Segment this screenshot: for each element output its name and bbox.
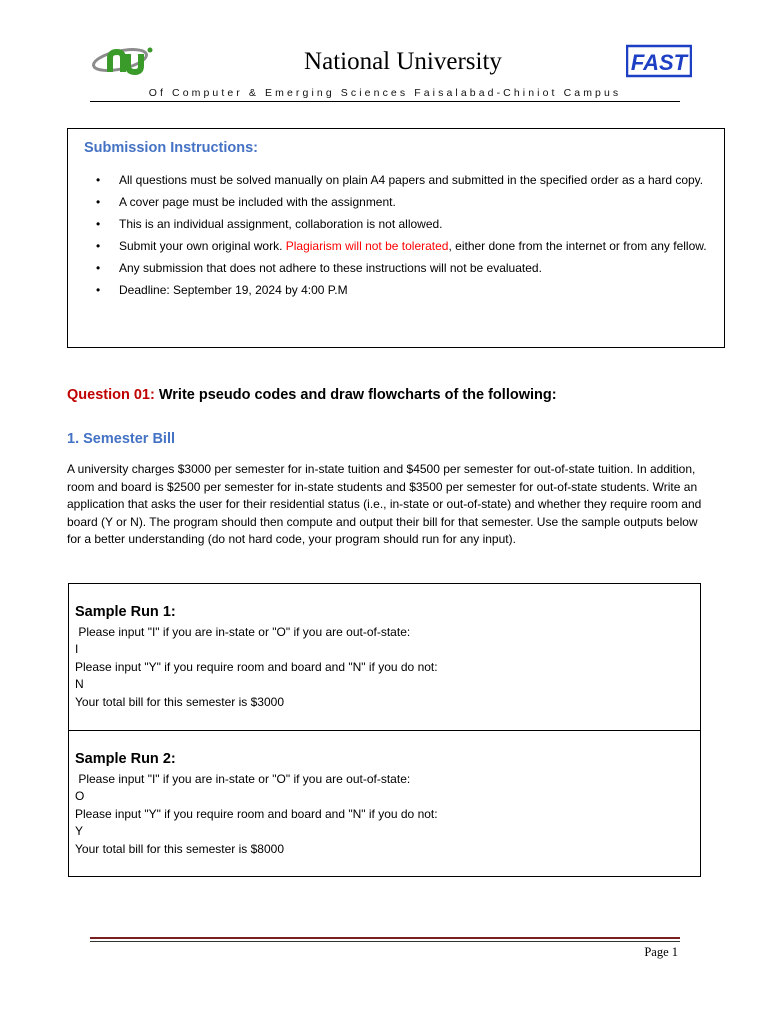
submission-instructions-box (67, 128, 725, 348)
list-item: • Any submission that does not adhere to these instructions will not be evaluated. (68, 259, 708, 278)
footer-divider (90, 937, 680, 939)
plagiarism-warning: Plagiarism will not be tolerated (285, 239, 449, 253)
sample-run-line: Please input "Y" if you require room and board and "N" if you do not: (75, 659, 438, 674)
bullet-icon: • (96, 217, 101, 231)
header-divider (90, 101, 680, 102)
bullet-icon: • (96, 239, 101, 253)
sample-run-1 (75, 602, 695, 711)
list-item: • All questions must be solved manually on plain A4 papers and submitted in the specified order as a hard copy. (68, 171, 708, 190)
list-item: • This is an individual assignment, collaboration is not allowed. (68, 215, 708, 234)
campus-subtitle: Of Computer & Emerging Sciences Faisalabad-Chiniot Campus (148, 87, 622, 99)
bullet-icon: • (96, 261, 101, 275)
page-number: Page 1 (644, 945, 678, 959)
sample-run-line: Please input "I" if you are in-state or "O" if you are out-of-state: (75, 625, 411, 639)
sample-run-line: Please input "I" if you are in-state or "O" if you are out-of-state: (75, 772, 411, 786)
question-text: Write pseudo codes and draw flowcharts of the following: (154, 387, 557, 403)
fast-logo (626, 44, 692, 78)
instructions-list (68, 171, 708, 303)
list-item: • Submit your own original work. Plagiarism will not be tolerated, either done from the internet or from any fellow. (68, 237, 708, 256)
fast-logo-icon (626, 44, 692, 78)
nu-logo-icon (90, 42, 162, 82)
question-heading (67, 386, 557, 404)
deadline-item: • Deadline: September 19, 2024 by 4:00 P.M (68, 281, 708, 300)
university-title: National University (304, 48, 502, 75)
sample-run-line: Your total bill for this semester is $8000 (75, 841, 284, 856)
sample-run-line: Please input "Y" if you require room and board and "N" if you do not: (75, 806, 438, 821)
sample-run-line: Y (75, 824, 84, 839)
sample-run-line: I (75, 642, 79, 657)
sample-run-title: Sample Run 1: (75, 604, 176, 620)
instructions-title: Submission Instructions: (84, 140, 259, 156)
nu-logo (90, 42, 162, 82)
sample-run-line: N (75, 677, 84, 692)
bullet-icon: • (96, 283, 101, 297)
bullet-icon: • (96, 195, 101, 209)
sample-runs-table (68, 583, 701, 877)
list-item: • A cover page must be included with the assignment. (68, 193, 708, 212)
question-number: Question 01: (67, 387, 155, 403)
svg-text:FAST: FAST (630, 50, 688, 75)
problem-description: A university charges $3000 per semester for in-state tuition and $4500 per semester for out-of-state tuition. In addition, room and board is $2500 per semester for in-state students and $3500 per semester for out-of-state students. Write an application that asks the user for their residential status (i.e., in-state or out-of-state) and whether they require room and board (Y or N). The program should then compute and output their bill for that semester. Use the sample outputs below for a better understanding (do not hard code, your program should run for any input). (67, 462, 702, 546)
section-heading: 1. Semester Bill (67, 431, 175, 447)
sample-run-line: Your total bill for this semester is $3000 (75, 694, 284, 709)
sample-run-divider (69, 730, 700, 731)
sample-run-2 (75, 749, 695, 858)
sample-run-line: O (75, 789, 85, 804)
footer-divider-thin (90, 941, 680, 942)
sample-run-title: Sample Run 2: (75, 751, 176, 767)
bullet-icon: • (96, 173, 101, 187)
